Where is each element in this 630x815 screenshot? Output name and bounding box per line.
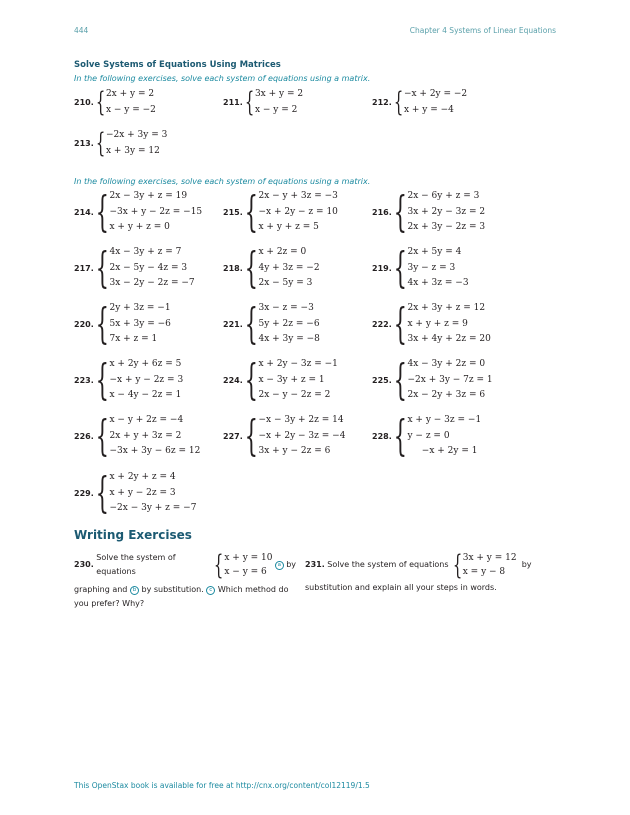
equation: 7x + z = 1 <box>109 334 158 344</box>
part-c-marker: c <box>206 586 215 595</box>
problem-number: 228. <box>372 431 392 441</box>
brace: { <box>244 243 258 293</box>
problem-line2c: Which method do <box>217 585 289 594</box>
brace: { <box>393 87 404 118</box>
equation-system <box>407 189 485 236</box>
equation: x + 2y + z = 4 <box>109 472 176 482</box>
problem-225 <box>372 357 493 404</box>
equation: x + y = −4 <box>403 104 454 115</box>
brace: { <box>393 299 407 349</box>
problem-number: 227. <box>223 431 243 441</box>
brace: { <box>95 355 109 405</box>
problem-211 <box>223 87 303 118</box>
equation-system <box>109 189 202 236</box>
equation: −x − 3y + 2z = 14 <box>258 415 344 425</box>
brace: { <box>95 87 106 118</box>
equation-system <box>109 470 196 517</box>
problem-214 <box>74 189 202 236</box>
problem-231 <box>305 551 535 595</box>
equation: 5y + 2z = −6 <box>258 318 320 329</box>
equation-system <box>258 357 337 404</box>
problem-number: 225. <box>372 375 392 385</box>
equation-system <box>404 87 467 118</box>
equation: 2x − 5y = 3 <box>258 278 313 288</box>
equation: x + y + z = 9 <box>407 318 468 329</box>
problem-226 <box>74 413 200 460</box>
equation: x + 3y = 12 <box>105 145 160 156</box>
equation-system <box>258 189 337 236</box>
problem-line2a: graphing and <box>74 585 128 594</box>
brace: { <box>393 411 407 461</box>
equation-system <box>407 301 490 348</box>
brace: { <box>244 187 258 237</box>
equation: 3y − z = 3 <box>407 262 456 273</box>
equation-system <box>109 245 194 292</box>
problem-number: 230. <box>74 560 94 569</box>
equation: −x + 2y − z = 10 <box>258 206 338 217</box>
problem-line2: substitution and explain all your steps in words. <box>305 583 497 592</box>
brace: { <box>244 87 255 118</box>
equation: x + y = 10 <box>224 553 273 563</box>
brace: { <box>95 411 109 461</box>
equation: x + 2y + 6z = 5 <box>109 359 182 369</box>
equation-system <box>407 357 492 404</box>
problem-230 <box>74 551 296 611</box>
equation: y − z = 0 <box>407 430 450 441</box>
problem-number: 224. <box>223 375 243 385</box>
problem-220 <box>74 301 171 348</box>
problem-215 <box>223 189 338 236</box>
brace: { <box>95 299 109 349</box>
problem-number: 210. <box>74 98 94 107</box>
equation: 3x + 2y − 3z = 2 <box>407 206 486 217</box>
problem-221 <box>223 301 320 348</box>
problem-number: 226. <box>74 431 94 441</box>
equation-system <box>109 357 183 404</box>
problem-number: 218. <box>223 263 243 273</box>
equation: 2x − 5y − 4z = 3 <box>109 262 188 273</box>
problem-228 <box>372 413 481 460</box>
brace: { <box>95 187 109 237</box>
equation: x − y = −2 <box>105 104 156 115</box>
equation: 5x + 3y = −6 <box>109 318 171 329</box>
problem-lead: Solve the system of equations <box>96 553 176 576</box>
problem-by: by <box>521 560 532 569</box>
equation: 3x + y = 12 <box>462 553 517 563</box>
equation: x + y + z = 0 <box>109 222 170 232</box>
problem-218 <box>223 245 320 292</box>
equation: −2x − 3y + z = −7 <box>109 503 197 513</box>
equation: −x + 2y = −2 <box>403 89 468 99</box>
problem-210 <box>74 87 156 118</box>
problem-219 <box>372 245 469 292</box>
brace: { <box>244 411 258 461</box>
brace: { <box>393 355 407 405</box>
problem-222 <box>372 301 491 348</box>
equation: 2x + 3y − 2z = 3 <box>407 222 486 232</box>
equation: 3x − z = −3 <box>258 303 314 313</box>
problem-217 <box>74 245 195 292</box>
equation-system <box>224 551 272 579</box>
equation: 2x + y = 2 <box>105 89 155 99</box>
problem-number: 231. <box>305 560 325 569</box>
writing-exercises-title: Writing Exercises <box>74 528 192 542</box>
equation: 2x − y − 2z = 2 <box>258 390 331 400</box>
equation: x + 2y − 3z = −1 <box>258 359 338 369</box>
problem-224 <box>223 357 338 404</box>
equation: 4y + 3z = −2 <box>258 262 320 273</box>
problem-number: 219. <box>372 263 392 273</box>
part-b-marker: b <box>130 586 139 595</box>
equation-system <box>255 87 303 118</box>
problem-number: 220. <box>74 319 94 329</box>
problem-line3: you prefer? Why? <box>74 599 145 608</box>
equation: −x + y − 2z = 3 <box>109 374 184 385</box>
problem-number: 217. <box>74 263 94 273</box>
section-title: Solve Systems of Equations Using Matrices <box>74 60 281 70</box>
brace: { <box>393 243 407 293</box>
equation: x = y − 8 <box>462 567 506 577</box>
equation-system <box>106 87 156 118</box>
brace: { <box>95 128 106 159</box>
brace: { <box>452 549 462 581</box>
problem-number: 211. <box>223 98 243 107</box>
equation-system <box>258 245 319 292</box>
problem-number: 221. <box>223 319 243 329</box>
brace: { <box>244 355 258 405</box>
problem-number: 213. <box>74 139 94 148</box>
equation-system <box>109 413 200 460</box>
brace: { <box>95 468 109 518</box>
problem-number: 212. <box>372 98 392 107</box>
problem-number: 223. <box>74 375 94 385</box>
brace: { <box>393 187 407 237</box>
equation: x − y + 2z = −4 <box>109 415 184 425</box>
problem-number: 229. <box>74 488 94 498</box>
problem-number: 214. <box>74 207 94 217</box>
problem-number: 222. <box>372 319 392 329</box>
brace: { <box>95 243 109 293</box>
problem-223 <box>74 357 183 404</box>
equation: 4x + 3y = −8 <box>258 334 320 344</box>
part-a-marker: a <box>275 561 284 570</box>
equation: x + y − 2z = 3 <box>109 487 176 498</box>
equation: 2x − 6y + z = 3 <box>407 191 480 201</box>
instructions-2: In the following exercises, solve each system of equations using a matrix. <box>74 177 371 186</box>
equation: x − y = 6 <box>224 567 267 577</box>
equation-system <box>463 551 517 579</box>
equation: 4x + 3z = −3 <box>407 278 469 288</box>
equation-system <box>407 245 468 292</box>
problem-213 <box>74 128 167 159</box>
equation: x − 3y + z = 1 <box>258 374 325 385</box>
equation: −3x + y − 2z = −15 <box>109 206 203 217</box>
equation: 2x − y + 3z = −3 <box>258 191 338 201</box>
equation: 3x + y − 2z = 6 <box>258 446 331 456</box>
equation: −x + 2y − 3z = −4 <box>258 430 346 441</box>
equation-system <box>109 301 170 348</box>
equation: x + y − 3z = −1 <box>407 415 482 425</box>
equation: 2x − 3y + z = 19 <box>109 191 188 201</box>
problem-212 <box>372 87 467 118</box>
equation-system <box>407 413 481 460</box>
brace: { <box>244 299 258 349</box>
equation: x + y + z = 5 <box>258 222 319 232</box>
equation: x + 2z = 0 <box>258 247 307 257</box>
equation: −x + 2y = 1 <box>407 446 478 456</box>
problem-number: 215. <box>223 207 243 217</box>
equation: 4x − 3y + 2z = 0 <box>407 359 486 369</box>
equation: −2x + 3y − 7z = 1 <box>407 374 493 385</box>
equation: x − y = 2 <box>254 104 298 115</box>
problem-216 <box>372 189 485 236</box>
equation: x − 4y − 2z = 1 <box>109 390 182 400</box>
problem-by: by <box>286 560 296 569</box>
equation: 3x + y = 2 <box>254 89 304 99</box>
equation: 3x − 2y − 2z = −7 <box>109 278 195 288</box>
equation: 3x + 4y + 2z = 20 <box>407 334 491 344</box>
chapter-title: Chapter 4 Systems of Linear Equations <box>409 26 556 35</box>
problem-number: 216. <box>372 207 392 217</box>
problem-227 <box>223 413 345 460</box>
problem-229 <box>74 470 196 517</box>
instructions-1: In the following exercises, solve each system of equations using a matrix. <box>74 74 371 83</box>
equation: 2x − 2y + 3z = 6 <box>407 390 486 400</box>
equation: 2y + 3z = −1 <box>109 303 171 313</box>
equation: 2x + y + 3z = 2 <box>109 430 182 441</box>
equation: 2x + 3y + z = 12 <box>407 303 486 313</box>
problem-line2b: by substitution. <box>141 585 204 594</box>
footer-note: This OpenStax book is available for free at http://cnx.org/content/col12119/1.5 <box>74 781 370 790</box>
equation: 4x − 3y + z = 7 <box>109 247 182 257</box>
equation: 2x + 5y = 4 <box>407 247 462 257</box>
equation-system <box>106 128 167 159</box>
page-number: 444 <box>74 26 89 35</box>
equation: −2x + 3y = 3 <box>105 130 168 140</box>
equation-system <box>258 301 319 348</box>
problem-lead: Solve the system of equations <box>327 560 449 569</box>
brace: { <box>214 549 224 581</box>
equation: −3x + 3y − 6z = 12 <box>109 446 201 456</box>
equation-system <box>258 413 345 460</box>
